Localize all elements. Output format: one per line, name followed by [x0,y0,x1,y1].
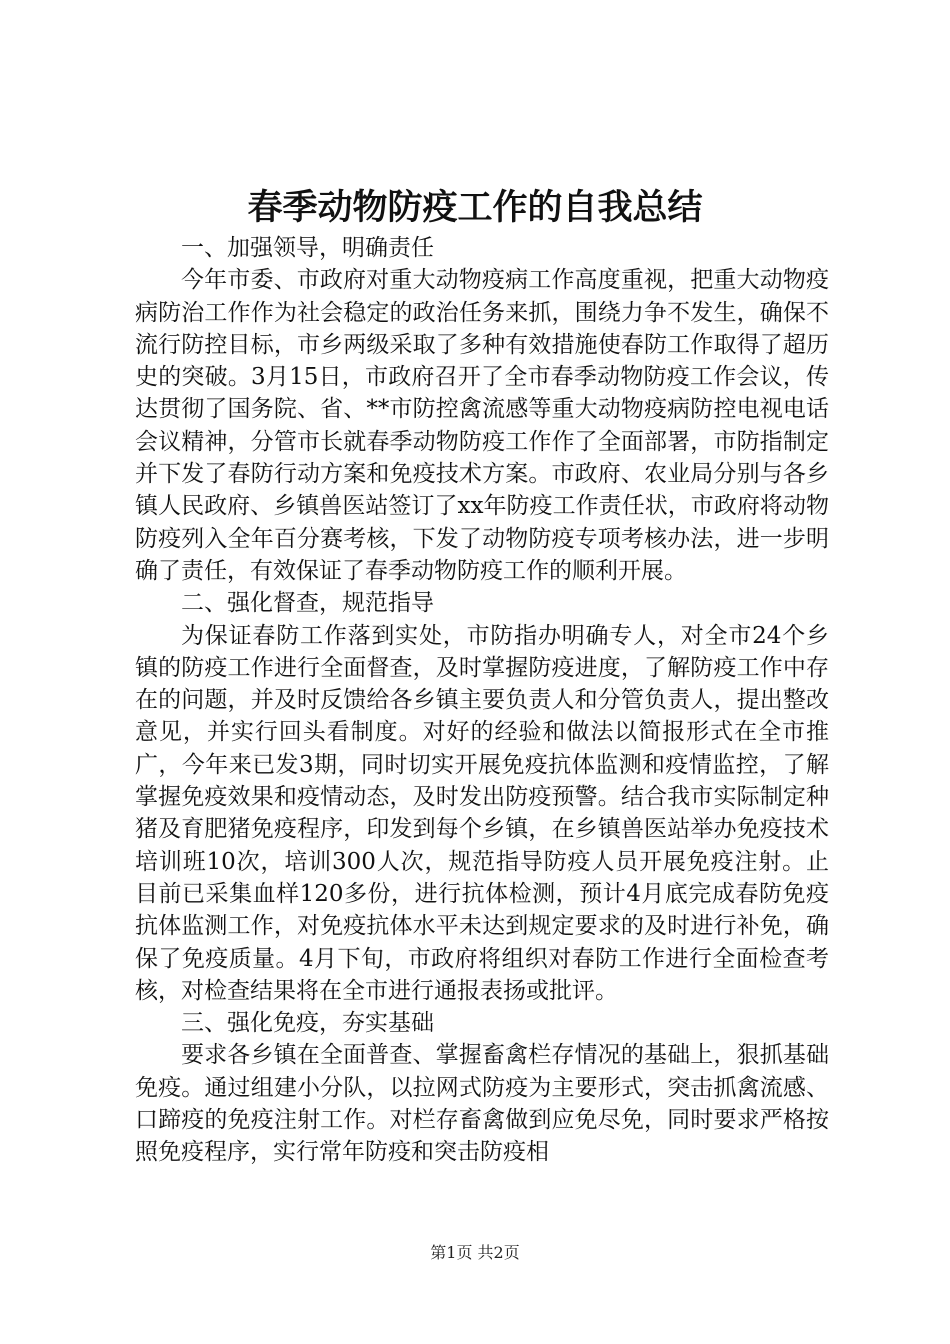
section-heading: 一、加强领导，明确责任 [181,235,434,261]
document-title: 春季动物防疫工作的自我总结 [247,187,703,228]
section-heading: 二、强化督查，规范指导 [181,590,434,617]
body-paragraph: 今年市委、市政府对重大动物疫病工作高度重视，把重大动物疫病防治工作作为社会稳定的政治任务来抓，围绕力争不发生，确保不流行防控目标，市乡两级采取了多种有效措施使春防工作取得了超历史的突破。3月15日，市政府召开了全市春季动物防疫工作会议，传达贯彻了国务院、省、**市防控禽流感等重大动物疫病防控电视电话会议精神，分管市长就春季动物防疫工作作了全面部署，市防指制定并下发了春防行动方案和免疫技术方案。市政府、农业局分别与各乡镇人民政府、乡镇兽医站签订了xx年防疫工作责任状，市政府将动物防疫列入全年百分赛考核，下发了动物防疫专项考核办法，进一步明确了责任，有效保证了春季动物防疫工作的顺利开展。 [135,267,829,584]
section-heading: 三、强化免疫，夯实基础 [181,1010,434,1037]
page-footer: 第1页 共2页 [430,1243,520,1262]
document-body [135,232,829,1169]
body-paragraph: 为保证春防工作落到实处，市防指办明确专人，对全市24个乡镇的防疫工作进行全面督查，及时掌握防疫进度，了解防疫工作中存在的问题，并及时反馈给各乡镇主要负责人和分管负责人，提出整改意见，并实行回头看制度。对好的经验和做法以简报形式在全市推广，今年来已发3期，同时切实开展免疫抗体监测和疫情监控，了解掌握免疫效果和疫情动态，及时发出防疫预警。结合我市实际制定种猪及育肥猪免疫程序，印发到每个乡镇，在乡镇兽医站举办免疫技术培训班10次，培训300人次，规范指导防疫人员开展免疫注射。止目前已采集血样120多份，进行抗体检测，预计4月底完成春防免疫抗体监测工作，对免疫抗体水平未达到规定要求的及时进行补免，确保了免疫质量。4月下旬，市政府将组织对春防工作进行全面检查考核，对检查结果将在全市进行通报表扬或批评。 [135,622,829,1004]
body-paragraph: 要求各乡镇在全面普查、掌握畜禽栏存情况的基础上，狠抓基础免疫。通过组建小分队，以拉网式防疫为主要形式，突击抓禽流感、口蹄疫的免疫注射工作。对栏存畜禽做到应免尽免，同时要求严格按照免疫程序，实行常年防疫和突击防疫相 [135,1042,829,1166]
